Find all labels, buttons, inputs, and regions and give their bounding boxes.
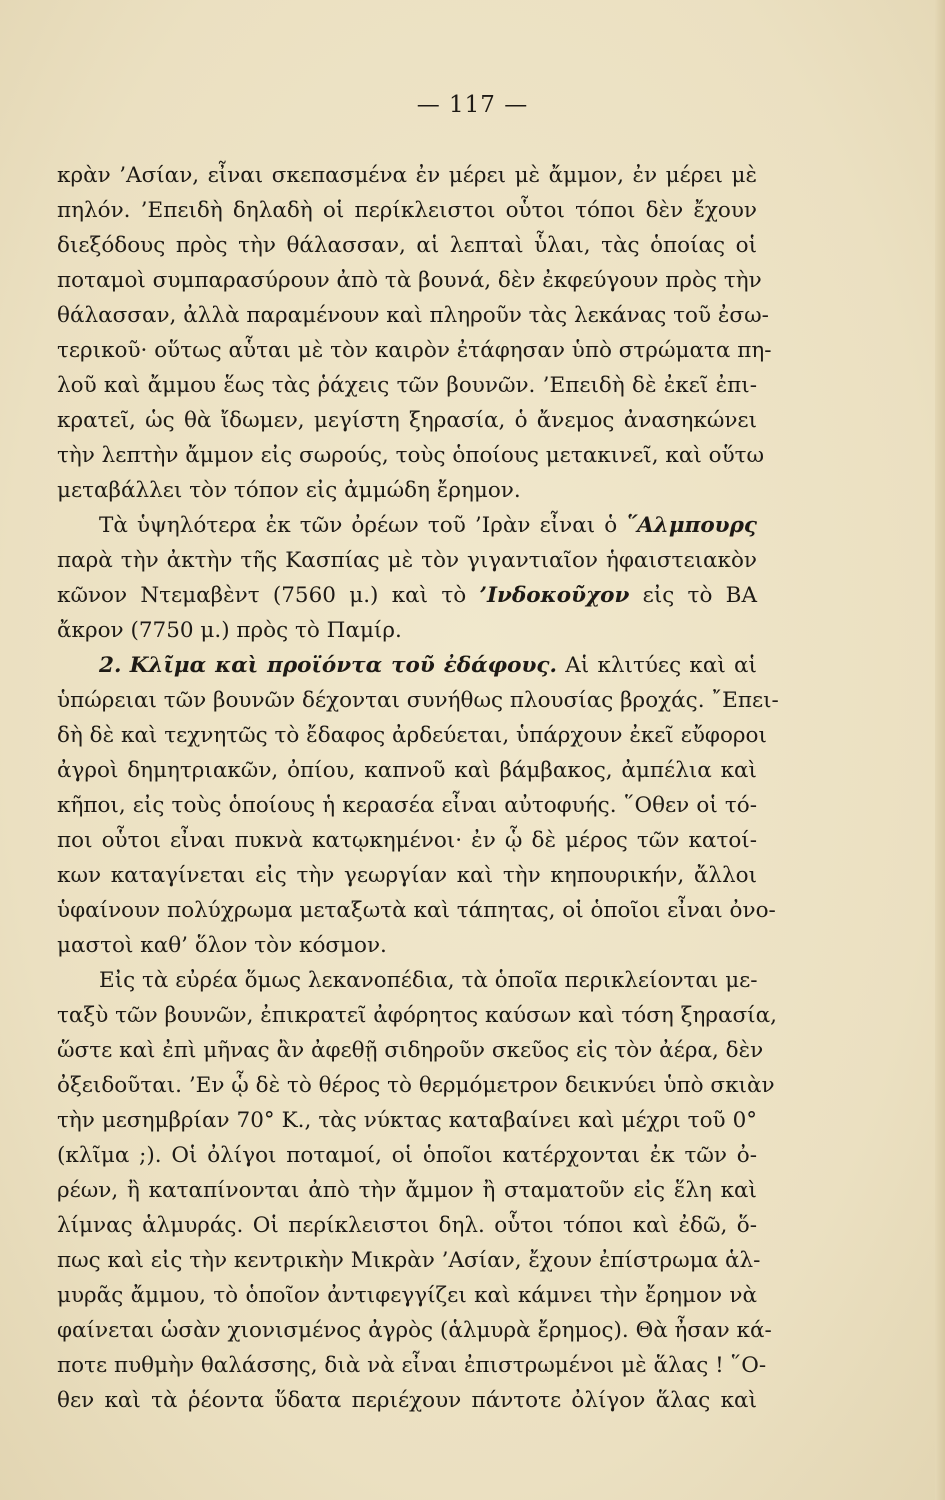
mountain-name-hindu-kush: ’Ινδοκοῦχον (479, 583, 630, 608)
text-line: ὑπώρειαι τῶν βουνῶν δέχονται συνήθως πλουσίας βροχάς. ῎Επει- (57, 688, 779, 713)
text-line: ποι οὗτοι εἶναι πυκνὰ κατῳκημένοι· ἐν ᾧ δὲ μέρος τῶν κατοί- (57, 828, 757, 853)
text-line: τερικοῦ· οὕτως αὗται μὲ τὸν καιρὸν ἐτάφησαν ὑπὸ στρώματα πη- (57, 338, 772, 363)
text-line: ταξὺ τῶν βουνῶν, ἐπικρατεῖ ἀφόρητος καύσων καὶ τόση ξηρασία, (57, 1003, 777, 1028)
text-line: μυρᾶς ἄμμου, τὸ ὁποῖον ἀντιφεγγίζει καὶ κάμνει τὴν ἔρημον νὰ (57, 1283, 757, 1308)
text-line: λοῦ καὶ ἄμμου ἕως τὰς ῥάχεις τῶν βουνῶν. ’Επειδὴ δὲ ἐκεῖ ἐπι- (57, 373, 757, 398)
text-line: τὴν μεσημβρίαν 70° Κ., τὰς νύκτας καταβαίνει καὶ μέχρι τοῦ 0° (57, 1108, 757, 1133)
text-line: κρατεῖ, ὡς θὰ ἴδωμεν, μεγίστη ξηρασία, ὁ ἄνεμος ἀνασηκώνει (57, 408, 757, 433)
text-line: διεξόδους πρὸς τὴν θάλασσαν, αἱ λεπταὶ ὗλαι, τὰς ὁποίας οἱ (57, 233, 757, 258)
text-line: ρέων, ἢ καταπίνονται ἀπὸ τὴν ἄμμον ἢ σταματοῦν εἰς ἕλη καὶ (57, 1178, 757, 1203)
text-line: ἀγροὶ δημητριακῶν, ὀπίου, καπνοῦ καὶ βάμβακος, ἀμπέλια καὶ (57, 758, 757, 783)
body-text (57, 158, 779, 1418)
text-line: τὴν λεπτὴν ἄμμον εἰς σωρούς, τοὺς ὁποίους μετακινεῖ, καὶ οὕτω (57, 443, 765, 468)
text-line: κῆποι, εἰς τοὺς ὁποίους ἡ κερασέα εἶναι αὐτοφυής. ῞Οθεν οἱ τό- (57, 793, 757, 818)
text-line: ἄκρον (7750 μ.) πρὸς τὸ Παμίρ. (57, 618, 402, 643)
text-line: ὥστε καὶ ἐπὶ μῆνας ἂν ἀφεθῇ σιδηροῦν σκεῦος εἰς τὸν ἀέρα, δὲν (57, 1038, 764, 1063)
text-line: Εἰς τὰ εὐρέα ὅμως λεκανοπέδια, τὰ ὁποῖα περικλείονται με- (99, 968, 758, 993)
text-run: εἰς τὸ ΒΑ (629, 583, 757, 608)
section-heading-line (57, 648, 757, 683)
text-line: μεταβάλλει τὸν τόπον εἰς ἀμμώδη ἔρημον. (57, 478, 521, 503)
section-number: 2. (99, 653, 122, 678)
text-line: μαστοὶ καθ’ ὅλον τὸν κόσμον. (57, 933, 387, 958)
section-heading: Κλῖμα καὶ προϊόντα τοῦ ἐδάφους. (129, 653, 557, 678)
text-line: δὴ δὲ καὶ τεχνητῶς τὸ ἔδαφος ἀρδεύεται, ὑπάρχουν ἐκεῖ εὔφοροι (57, 723, 767, 748)
page-edge (935, 0, 945, 1500)
mountain-name-alburz: ῞Αλμπουρς (626, 513, 757, 538)
text-line: ὑφαίνουν πολύχρωμα μεταξωτὰ καὶ τάπητας, οἱ ὁποῖοι εἶναι ὀνο- (57, 898, 776, 923)
text-line: θεν καὶ τὰ ῥέοντα ὕδατα περιέχουν πάντοτε ὀλίγον ἅλας καὶ (57, 1388, 757, 1413)
text-line: κρὰν ’Ασίαν, εἶναι σκεπασμένα ἐν μέρει μὲ ἄμμον, ἐν μέρει μὲ (57, 163, 757, 188)
text-line: (κλῖμα ;). Οἱ ὀλίγοι ποταμοί, οἱ ὁποῖοι κατέρχονται ἐκ τῶν ὀ- (57, 1143, 757, 1168)
text-line: ποτε πυθμὴν θαλάσσης, διὰ νὰ εἶναι ἐπιστρωμένοι μὲ ἅλας ! ῞Ο- (57, 1353, 767, 1378)
text-run: Τὰ ὑψηλότερα ἐκ τῶν ὀρέων τοῦ ’Ιρὰν εἶναι ὁ (99, 513, 627, 538)
text-line: ὀξειδοῦται. ’Εν ᾧ δὲ τὸ θέρος τὸ θερμόμετρον δεικνύει ὑπὸ σκιὰν (57, 1073, 775, 1098)
text-line: ποταμοὶ συμπαρασύρουν ἀπὸ τὰ βουνά, δὲν ἐκφεύγουν πρὸς τὴν (57, 268, 762, 293)
text-line: παρὰ τὴν ἀκτὴν τῆς Κασπίας μὲ τὸν γιγαντιαῖον ἡφαιστειακὸν (57, 548, 757, 573)
page-number: — 117 — (416, 92, 529, 118)
text-run: Αἱ κλιτύες καὶ αἱ (556, 653, 757, 678)
text-line: λίμνας ἁλμυράς. Οἱ περίκλειστοι δηλ. οὗτοι τόποι καὶ ἐδῶ, ὅ- (57, 1213, 757, 1238)
text-line: φαίνεται ὡσὰν χιονισμένος ἀγρὸς (ἁλμυρὰ ἔρημος). Θὰ ἦσαν κά- (57, 1318, 772, 1343)
text-line (57, 508, 757, 543)
text-line (57, 578, 757, 613)
text-line: θάλασσαν, ἀλλὰ παραμένουν καὶ πληροῦν τὰς λεκάνας τοῦ ἐσω- (57, 303, 769, 328)
text-run: κῶνον Ντεμαβὲντ (7560 μ.) καὶ τὸ (57, 583, 480, 608)
text-line: κων καταγίνεται εἰς τὴν γεωργίαν καὶ τὴν κηπουρικήν, ἄλλοι (57, 863, 757, 888)
text-line: πηλόν. ’Επειδὴ δηλαδὴ οἱ περίκλειστοι οὗτοι τόποι δὲν ἔχουν (57, 198, 757, 223)
text-line: πως καὶ εἰς τὴν κεντρικὴν Μικρὰν ’Ασίαν, ἔχουν ἐπίστρωμα ἁλ- (57, 1248, 761, 1273)
